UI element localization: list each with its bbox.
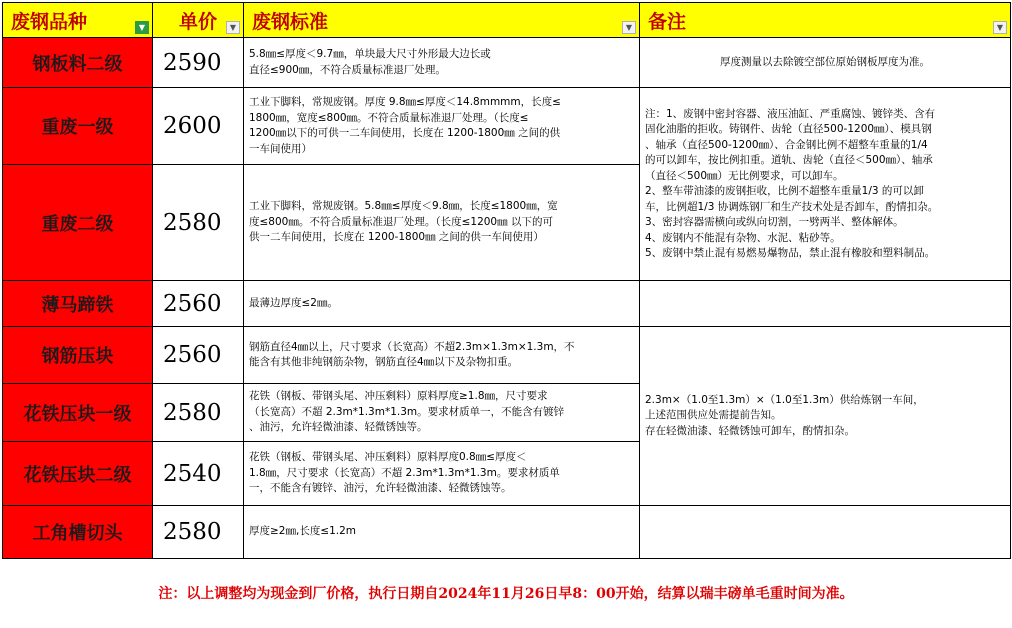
- standard-cell[interactable]: 工业下脚料，常规废钢。厚度 9.8㎜≤厚度＜14.8mmmm，长度≤ 1800㎜，宽度≤800㎜。不符合质量标准退厂处理。（长度≤ 1200㎜以下的可供一二车间使用，长度在 1200-1800㎜ 之间的供 一车间使用）: [244, 88, 640, 165]
- remarks-cell[interactable]: [640, 506, 1011, 559]
- header-price[interactable]: [153, 3, 244, 38]
- standard-cell[interactable]: 工业下脚料，常规废钢。5.8㎜≤厚度＜9.8㎜，长度≤1800㎜，宽 度≤800㎜。不符合质量标准退厂处理。（长度≤1200㎜ 以下的可 供一二车间使用，长度在 1200-1800㎜ 之间的供一车间使用）: [244, 165, 640, 281]
- standard-cell[interactable]: 钢筋直径4㎜以上，尺寸要求（长宽高）不超2.3m×1.3m×1.3m，不 能含有其他非纯钢筋杂物，钢筋直径4㎜以下及杂物扣重。: [244, 327, 640, 384]
- header-standard-label: 废钢标准: [252, 10, 329, 33]
- header-row: [3, 3, 1011, 38]
- header-price-label: 单价: [178, 10, 217, 33]
- price-cell[interactable]: 2580: [153, 165, 244, 281]
- price-cell[interactable]: 2580: [153, 506, 244, 559]
- table-row: [3, 281, 1011, 327]
- standard-cell[interactable]: 花铁（钢板、带钢头尾、冲压剩料）原料厚度≥1.8㎜，尺寸要求 （长宽高）不超 2.3m*1.3m*1.3m。要求材质单一，不能含有镀锌 、油污，允许轻微油漆、轻微锈蚀等。: [244, 384, 640, 442]
- price-cell[interactable]: 2560: [153, 281, 244, 327]
- price-cell[interactable]: 2580: [153, 384, 244, 442]
- standard-cell[interactable]: 最薄边厚度≤2㎜。: [244, 281, 640, 327]
- variety-cell[interactable]: 重废二级: [3, 165, 153, 281]
- variety-cell[interactable]: 钢板料二级: [3, 38, 153, 88]
- standard-cell[interactable]: 厚度≥2㎜,长度≤1.2m: [244, 506, 640, 559]
- standard-cell[interactable]: 花铁（钢板、带钢头尾、冲压剩料）原料厚度0.8㎜≤厚度＜ 1.8㎜，尺寸要求（长宽高）不超 2.3m*1.3m*1.3m。要求材质单 一，不能含有镀锌、油污，允许轻微油漆、轻微锈蚀等。: [244, 442, 640, 506]
- table-row: [3, 506, 1011, 559]
- table-row: [3, 38, 1011, 88]
- remarks-cell[interactable]: [640, 281, 1011, 327]
- price-cell[interactable]: 2600: [153, 88, 244, 165]
- standard-cell[interactable]: 5.8㎜≤厚度＜9.7㎜，单块最大尺寸外形最大边长或 直径≤900㎜，不符合质量标准退厂处理。: [244, 38, 640, 88]
- header-variety[interactable]: [3, 3, 153, 38]
- variety-cell[interactable]: 工角槽切头: [3, 506, 153, 559]
- table-row: [3, 327, 1011, 384]
- remarks-cell[interactable]: 2.3m×（1.0至1.3m）×（1.0至1.3m）供给炼钢一车间， 上述范围供应处需提前告知。 存在轻微油漆、轻微锈蚀可卸车，酌情扣杂。: [640, 327, 1011, 506]
- remarks-cell[interactable]: 厚度测量以去除镀空部位原始钢板厚度为准。: [640, 38, 1011, 88]
- filter-dropdown-icon[interactable]: ▼: [226, 21, 240, 34]
- variety-cell[interactable]: 花铁压块二级: [3, 442, 153, 506]
- variety-cell[interactable]: 薄马蹄铁: [3, 281, 153, 327]
- variety-cell[interactable]: 重废一级: [3, 88, 153, 165]
- filter-dropdown-icon[interactable]: ▼: [135, 21, 149, 34]
- filter-dropdown-icon[interactable]: ▼: [993, 21, 1007, 34]
- price-cell[interactable]: 2590: [153, 38, 244, 88]
- scrap-steel-price-table: [2, 2, 1011, 559]
- header-standard[interactable]: [244, 3, 640, 38]
- header-remarks-label: 备注: [648, 10, 687, 33]
- table-row: [3, 88, 1011, 165]
- price-cell[interactable]: 2560: [153, 327, 244, 384]
- variety-cell[interactable]: 钢筋压块: [3, 327, 153, 384]
- remarks-cell[interactable]: 注：1、废钢中密封容器、液压油缸、严重腐蚀、镀锌类、含有 固化油脂的拒收。铸钢件、齿轮（直径500-1200㎜）、模具钢 、轴承（直径500-1200㎜）、合金钢比例不超整车重量的1/4 的可以卸车，按比例扣重。道轨、齿轮（直径＜500㎜）、轴承 （直径＜500㎜）无比例要求，可以卸车。 2、整车带油漆的废钢拒收，比例不超整车重量1/3 的可以卸 车，比例超1/3 协调炼钢厂和生产技术处是否卸车，酌情扣杂。 3、密封容器需横向或纵向切割，一劈两半、整体解体。 4、废钢内不能混有杂物、水泥、粘砂等。 5、废钢中禁止混有易燃易爆物品，禁止混有橡胶和塑料制品。: [640, 88, 1011, 281]
- header-variety-label: 废钢品种: [11, 10, 88, 33]
- footer-note: 注：以上调整均为现金到厂价格，执行日期自2024年11月26日早8：00开始，结算以瑞丰磅单毛重时间为准。: [158, 586, 854, 602]
- variety-cell[interactable]: 花铁压块一级: [3, 384, 153, 442]
- price-cell[interactable]: 2540: [153, 442, 244, 506]
- header-remarks[interactable]: [640, 3, 1011, 38]
- filter-dropdown-icon[interactable]: ▼: [622, 21, 636, 34]
